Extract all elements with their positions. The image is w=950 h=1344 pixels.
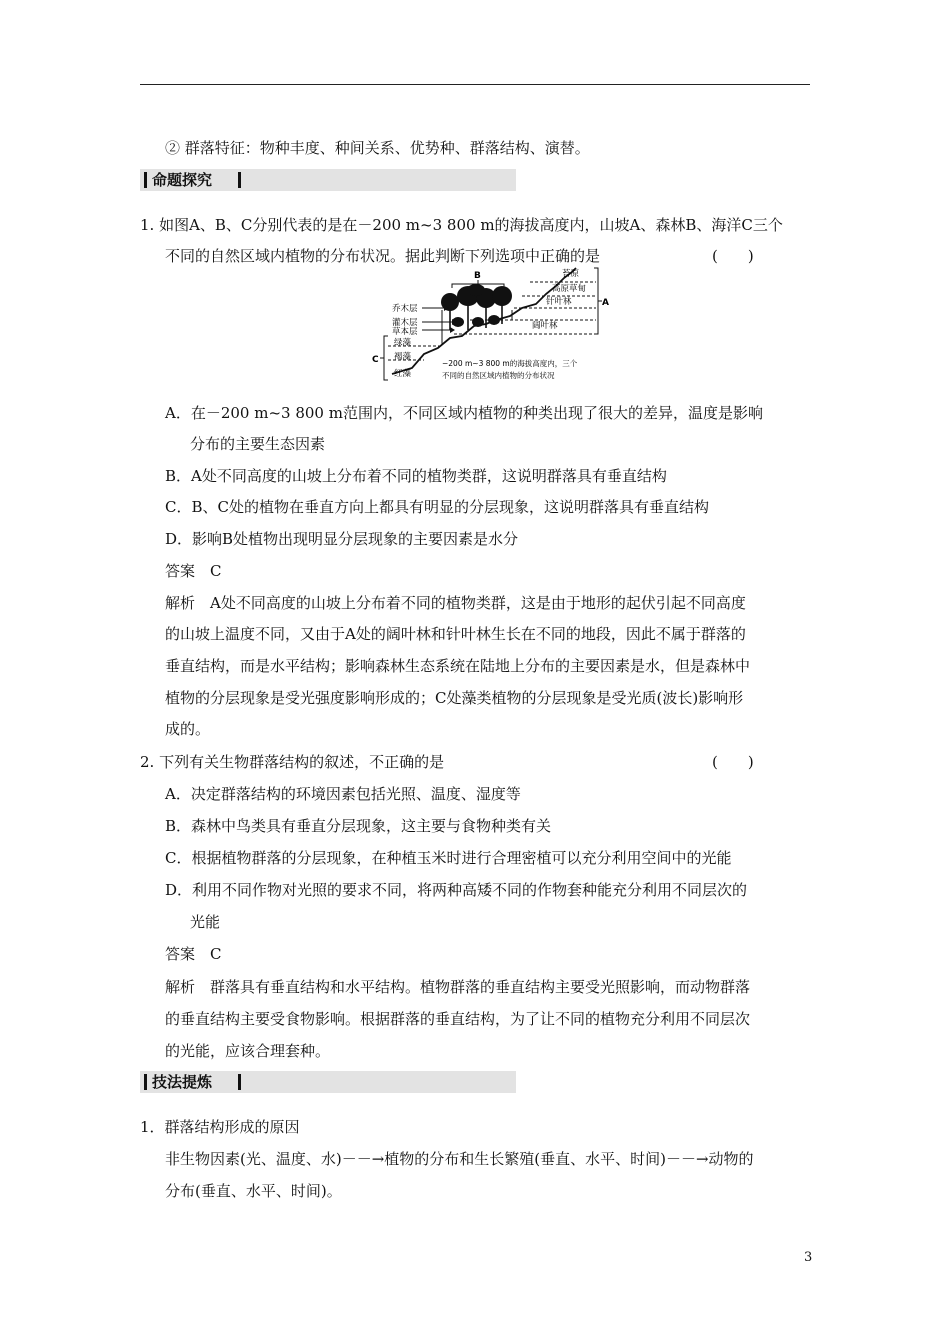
fig-label-broadleaf: 阔叶林 <box>532 321 558 331</box>
fig-label-herb-layer: 草本层 <box>392 327 418 337</box>
q1-option-b: B．A处不同高度的山坡上分布着不同的植物类群，这说明群落具有垂直结构 <box>165 467 667 485</box>
q2-option-b: B．森林中鸟类具有垂直分层现象，这主要与食物种类有关 <box>165 817 552 835</box>
q1-option-d: D．影响B处植物出现明显分层现象的主要因素是水分 <box>165 530 519 548</box>
q1-analysis-line4: 植物的分层现象是受光强度影响形成的；C处藻类植物的分层现象是受光质(波长)影响形 <box>165 689 744 707</box>
fig-label-tree-layer: 乔木层 <box>392 304 418 314</box>
q1-stem-line2: 不同的自然区域内植物的分布状况。据此判断下列选项中正确的是 <box>165 247 601 265</box>
q1-analysis-line1: 解析 A处不同高度的山坡上分布着不同的植物类群，这是由于地形的起伏引起不同高度 <box>165 594 746 612</box>
q1-option-a-line1: A．在－200 m~3 800 m范围内，不同区域内植物的种类出现了很大的差异，温度是影响 <box>165 404 763 422</box>
fig-label-red-algae: 红藻 <box>394 369 412 379</box>
q1-stem-line1: 1. 如图A、B、C分别代表的是在－200 m~3 800 m的海拔高度内，山坡A、森林B、海洋C三个 <box>140 216 783 234</box>
group-features-line: ② 群落特征：物种丰度、种间关系、优势种、群落结构、演替。 <box>165 139 590 157</box>
section-bar-right <box>238 172 241 188</box>
q2-option-d-line2: 光能 <box>190 913 221 931</box>
page-number: 3 <box>804 1250 813 1265</box>
fig-label-alpine-meadow: 高原草甸 <box>552 284 587 294</box>
q2-analysis-line2: 的垂直结构主要受食物影响。根据群落的垂直结构，为了让不同的植物充分利用不同层次 <box>165 1010 751 1028</box>
fig-label-A: A <box>602 298 609 308</box>
section-bar-right <box>238 1074 241 1090</box>
fig-label-brown-algae: 褐藻 <box>394 352 412 362</box>
fig-label-coniferous: 针叶林 <box>546 297 572 307</box>
fig-caption-line2: 不同的自然区域内植物的分布状况 <box>442 371 555 380</box>
fig-label-green-algae: 绿藻 <box>394 338 412 348</box>
section-title-1: 命题探究 <box>152 171 213 189</box>
section-title-2: 技法提炼 <box>152 1073 213 1091</box>
section-bar-left <box>144 1074 147 1090</box>
section-header-1 <box>140 169 516 191</box>
header-rule <box>140 84 810 85</box>
q1-option-a-line2: 分布的主要生态因素 <box>190 435 326 453</box>
tech-item1-line2: 分布(垂直、水平、时间)。 <box>165 1182 342 1200</box>
section-header-2 <box>140 1071 516 1093</box>
fig-label-B: B <box>474 271 481 281</box>
q1-answer-paren: ( ) <box>712 247 754 265</box>
q2-option-c: C．根据植物群落的分层现象，在种植玉米时进行合理密植可以充分利用空间中的光能 <box>165 849 732 867</box>
q2-option-d-line1: D．利用不同作物对光照的要求不同，将两种高矮不同的作物套种能充分利用不同层次的 <box>165 881 748 899</box>
fig-caption-line1: −200 m~3 800 m的海拔高度内，三个 <box>442 359 578 368</box>
q2-analysis-line3: 的光能，应该合理套种。 <box>165 1042 331 1060</box>
q1-analysis-line5: 成的。 <box>165 720 211 738</box>
q1-figure <box>372 264 618 386</box>
tech-item1-line1: 非生物因素(光、温度、水)－－→植物的分布和生长繁殖(垂直、水平、时间)－－→动物的 <box>165 1150 754 1168</box>
fig-label-shrub-layer: 灌木层 <box>392 318 418 328</box>
q2-answer-paren: ( ) <box>712 753 754 771</box>
q2-stem: 2. 下列有关生物群落结构的叙述，不正确的是 <box>140 753 445 771</box>
q1-analysis-line3: 垂直结构，而是水平结构；影响森林生态系统在陆地上分布的主要因素是水，但是森林中 <box>165 657 751 675</box>
tech-item1-title: 1．群落结构形成的原因 <box>140 1118 300 1136</box>
q2-answer: 答案 C <box>165 945 222 963</box>
q2-option-a: A．决定群落结构的环境因素包括光照、温度、湿度等 <box>165 785 521 803</box>
fig-label-tundra: 苔原 <box>562 269 580 279</box>
section-bar-left <box>144 172 147 188</box>
q2-analysis-line1: 解析 群落具有垂直结构和水平结构。植物群落的垂直结构主要受光照影响，而动物群落 <box>165 978 751 996</box>
q1-answer: 答案 C <box>165 562 222 580</box>
forest-trees-icon <box>441 284 512 330</box>
fig-label-C: C <box>372 355 379 365</box>
q1-analysis-line2: 的山坡上温度不同，又由于A处的阔叶林和针叶林生长在不同的地段，因此不属于群落的 <box>165 625 746 643</box>
q1-option-c: C．B、C处的植物在垂直方向上都具有明显的分层现象，这说明群落具有垂直结构 <box>165 498 709 516</box>
